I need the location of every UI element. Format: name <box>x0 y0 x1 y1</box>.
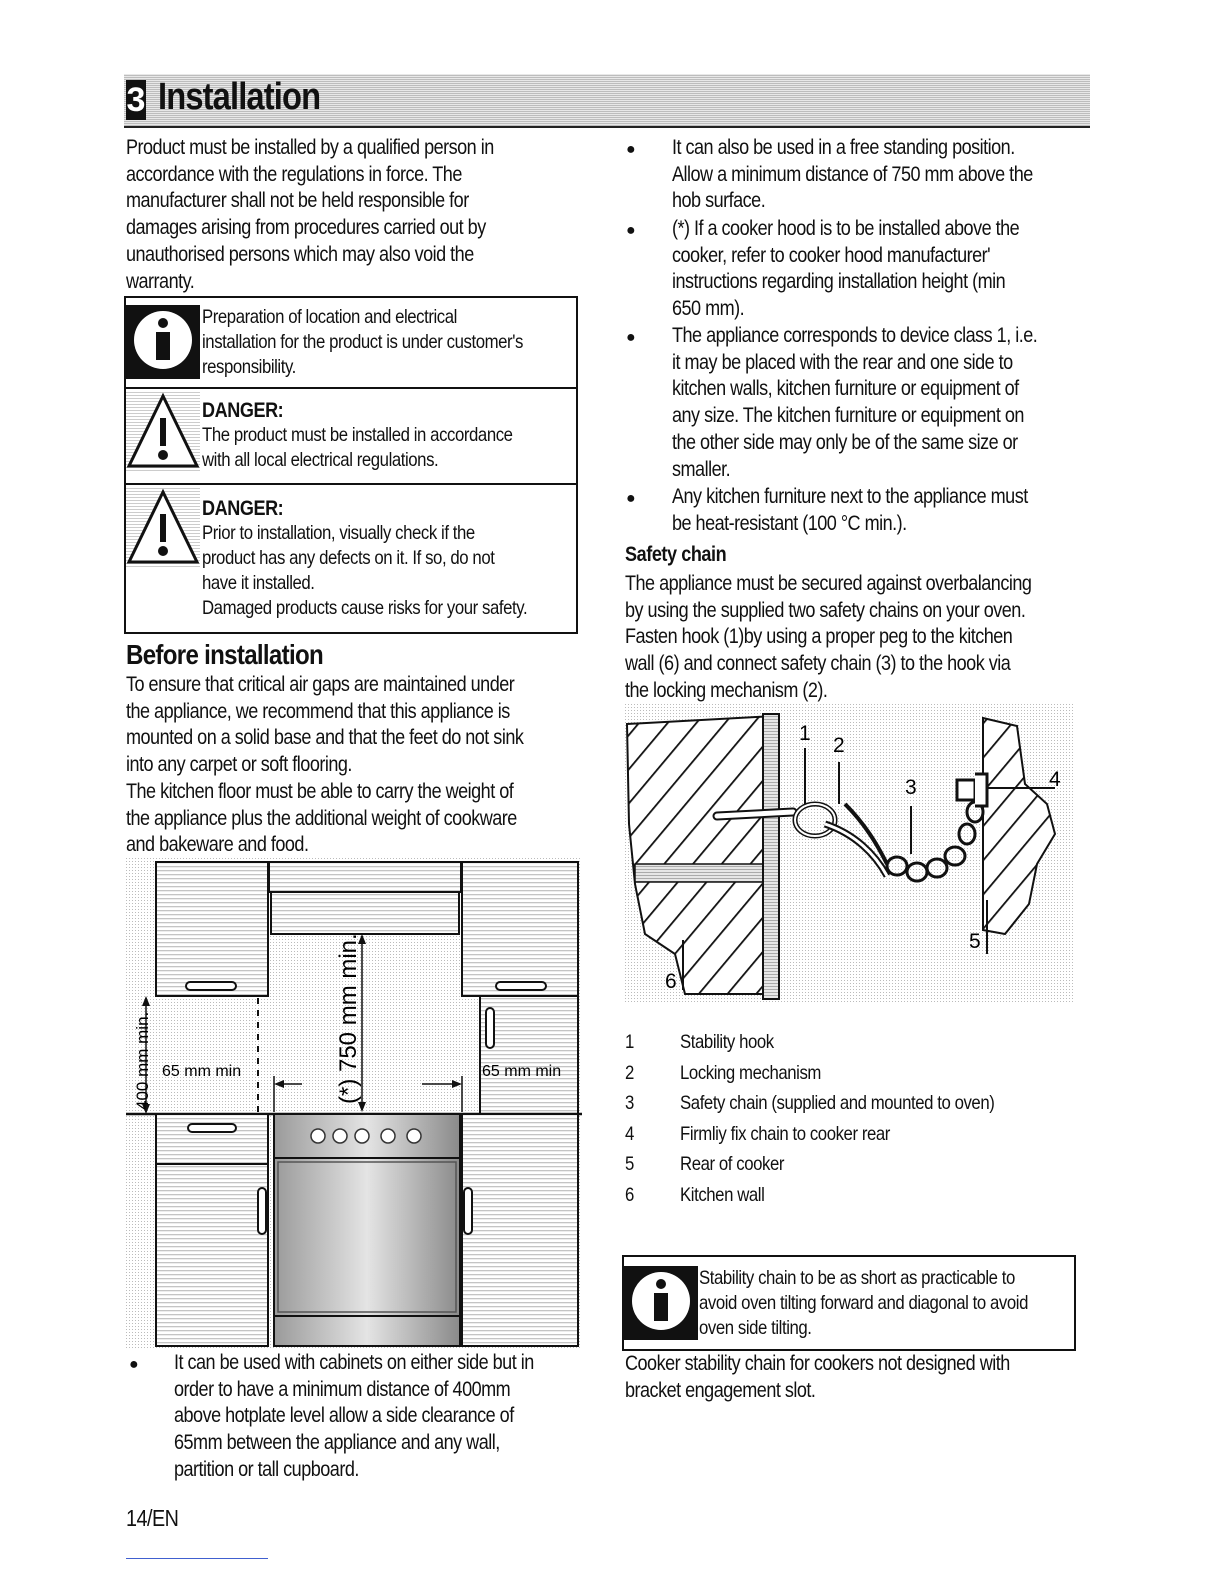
bullet-text: (*) If a cooker hood is to be installed above the cooker, refer to cooker hood manufacturer' instructions regarding installation height (min 650 mm). <box>672 217 1020 321</box>
divider <box>126 387 576 389</box>
legend-item: 4 Firmliy fix chain to cooker rear <box>625 1122 890 1145</box>
label-65mm-right: 65 mm min <box>482 1063 562 1080</box>
legend-item: 1 Stability hook <box>625 1031 774 1053</box>
legend-list <box>625 1030 994 1213</box>
info-icon <box>624 1266 698 1340</box>
callout-4: 4 <box>1049 768 1061 791</box>
label-400mm: 400 mm min. <box>133 1011 152 1110</box>
bullet-icon: ● <box>626 490 636 507</box>
legend-item: 2 Locking mechanism <box>625 1061 821 1084</box>
callout-1: 1 <box>799 722 811 745</box>
warning-icon <box>126 488 200 568</box>
intro-paragraph: Product must be installed by a qualified person in accordance with the regulations in force. The manufacturer shall not be held responsible for damages arising from procedures carried out by unauthorised persons which may also void the warranty. <box>126 136 494 293</box>
section-heading: Safety chain <box>625 543 727 566</box>
bullet-text: It can be used with cabinets on either side but in order to have a minimum distance of 400mm above hotplate level allow a side clearance of 65mm between the appliance and any wall, partition or tall cupboard. <box>174 1351 534 1481</box>
chapter-number: 3 <box>126 81 146 119</box>
info-note-text: Stability chain to be as short as practicable to avoid oven tilting forward and diagonal to avoid oven side tilting. <box>699 1267 1028 1339</box>
info-icon <box>126 305 200 379</box>
callout-3: 3 <box>905 776 917 799</box>
clearance-diagram <box>126 858 582 1348</box>
safety-chain-diagram <box>625 704 1075 1004</box>
bullet-icon: ● <box>129 1356 139 1373</box>
danger-note-2: DANGER: Prior to installation, visually check if the product has any defects on it. If so, do not have it installed. Damaged products cause risks for your safety. <box>202 497 528 619</box>
bullet-text: The appliance corresponds to device class 1, i.e. it may be placed with the rear and one side to kitchen walls, kitchen furniture or equipment of any size. The kitchen furniture or equipment on the other side may only be of the same size or smaller. <box>672 324 1038 481</box>
safety-chain-text: The appliance must be secured against overbalancing by using the supplied two safety chains on your oven. Fasten hook (1)by using a proper peg to the kitchen wall (6) and connect safety chain (3) to the hook via the locking mechanism (2). <box>625 572 1032 702</box>
callout-2: 2 <box>833 734 845 757</box>
section-heading: Before installation <box>126 639 323 670</box>
before-installation-text: To ensure that critical air gaps are maintained under the appliance, we recommend that this appliance is mounted on a solid base and that the feet do not sink into any carpet or soft flooring. The kitchen floor must be able to carry the weight of the appliance plus the additional weight of cookware and bakeware and food. <box>126 673 524 857</box>
legend-item: 6 Kitchen wall <box>625 1183 765 1206</box>
bullet-text: Any kitchen furniture next to the appliance must be heat-resistant (100 °C min.). <box>672 485 1028 535</box>
legend-item: 3 Safety chain (supplied and mounted to oven) <box>625 1092 995 1114</box>
footer-rule <box>126 1558 268 1559</box>
closing-text: Cooker stability chain for cookers not designed with bracket engagement slot. <box>625 1352 1010 1402</box>
bullet-text: It can also be used in a free standing position. Allow a minimum distance of 750 mm above the hob surface. <box>672 136 1033 213</box>
danger-note-1: DANGER: The product must be installed in accordance with all local electrical regulations. <box>202 399 513 471</box>
bullet-icon: ● <box>626 329 636 346</box>
label-65mm-left: 65 mm min <box>162 1063 242 1080</box>
warning-icon <box>126 392 200 472</box>
callout-5: 5 <box>969 930 981 953</box>
bullet-icon: ● <box>626 141 636 158</box>
label-750mm: (*) 750 mm min. <box>335 933 362 1104</box>
page-number: 14/EN <box>126 1505 179 1531</box>
legend-item: 5 Rear of cooker <box>625 1153 785 1175</box>
divider <box>126 483 576 485</box>
info-note-text: Preparation of location and electrical installation for the product is under customer's responsibility. <box>202 306 523 378</box>
chapter-title: Installation <box>158 76 321 118</box>
callout-6: 6 <box>665 970 677 993</box>
bullet-icon: ● <box>626 222 636 239</box>
